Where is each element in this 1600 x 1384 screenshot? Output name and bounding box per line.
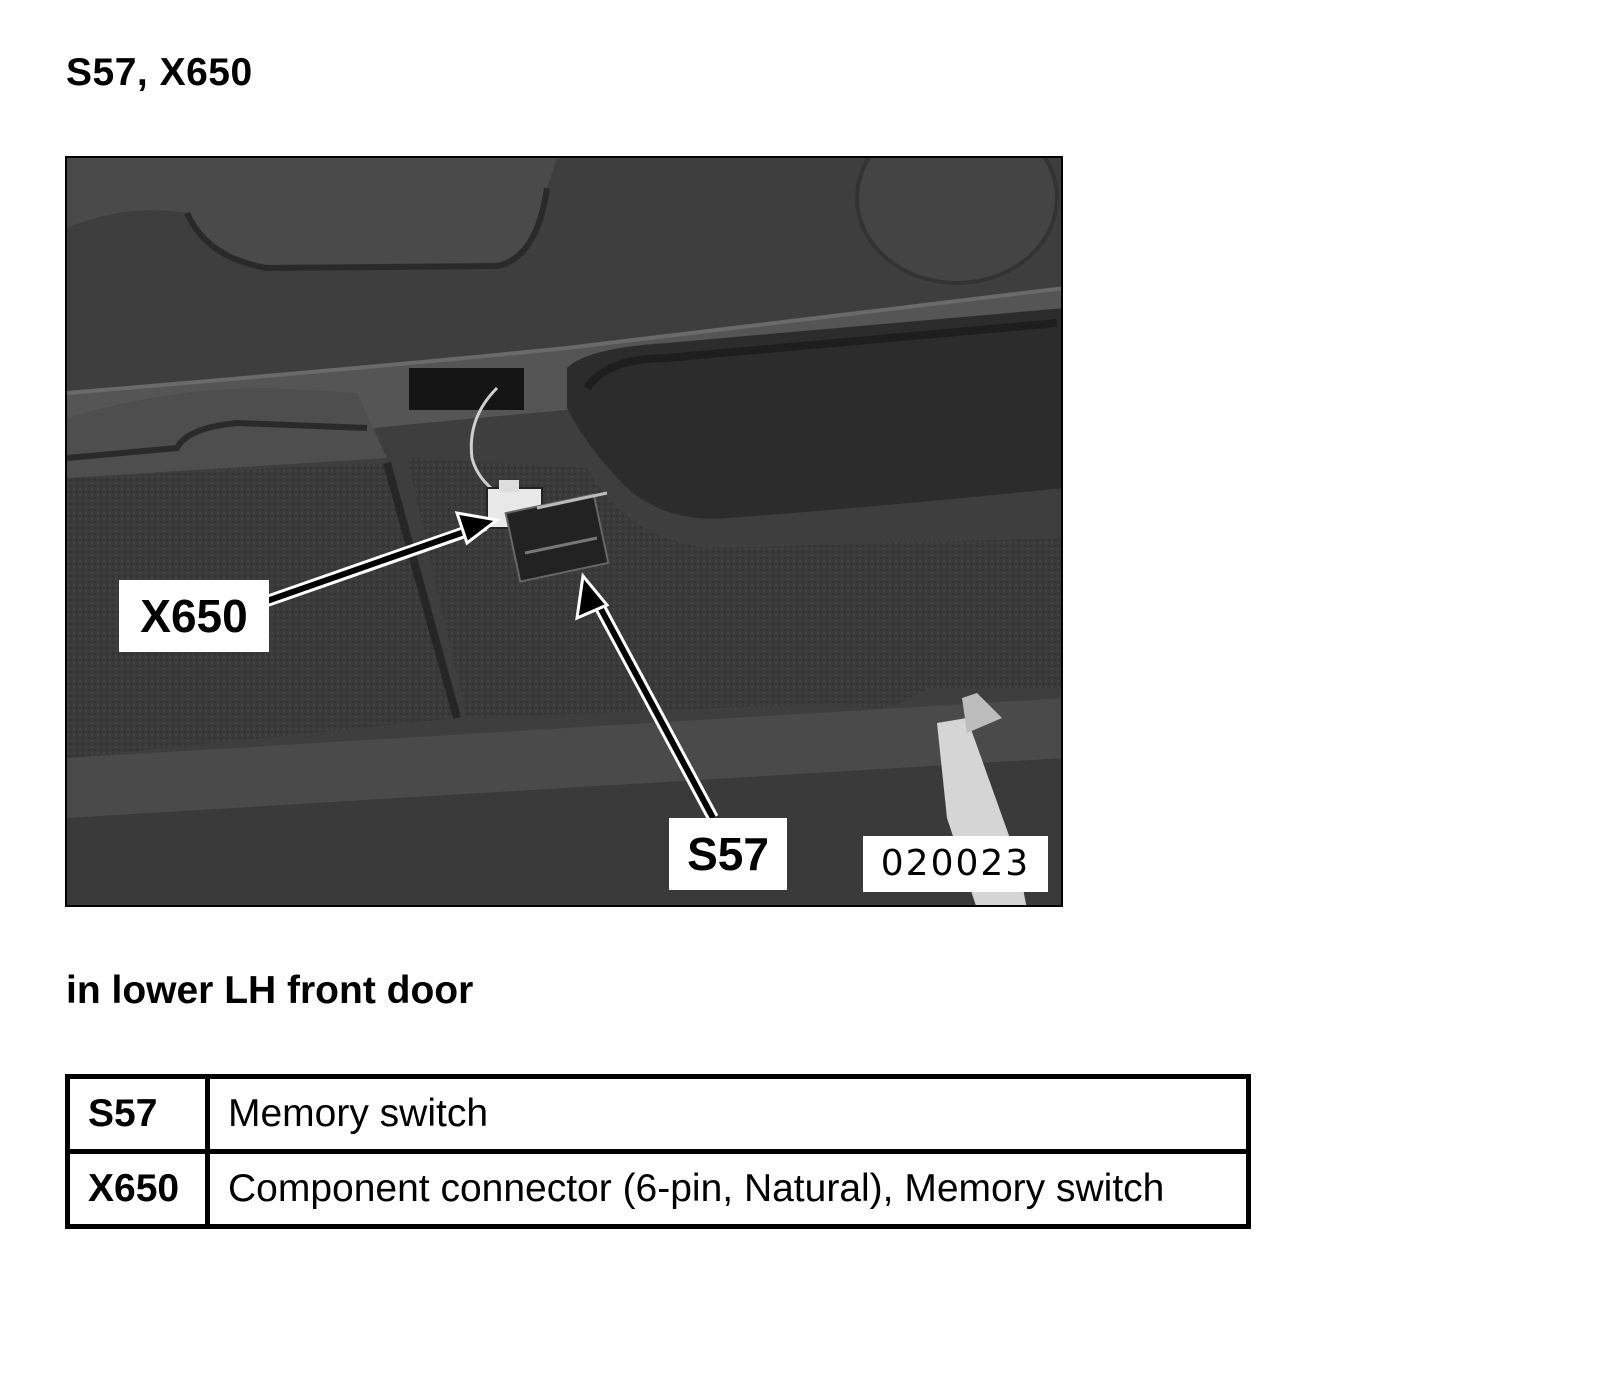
component-description: Component connector (6-pin, Natural), Memory switch: [208, 1152, 1249, 1227]
door-photo-figure: [65, 156, 1063, 907]
page-title: S57, X650: [66, 51, 253, 94]
image-number-label: 020023: [863, 836, 1048, 892]
table-row: [68, 1152, 1249, 1227]
component-description: Memory switch: [208, 1077, 1249, 1152]
location-caption: in lower LH front door: [66, 969, 474, 1012]
callout-x650: X650: [119, 580, 269, 652]
table-row: [68, 1077, 1249, 1152]
callout-s57: S57: [669, 818, 787, 890]
component-legend-table: [65, 1074, 1251, 1229]
component-code: X650: [68, 1152, 208, 1227]
component-code: S57: [68, 1077, 208, 1152]
door-panel-illustration: [67, 158, 1063, 907]
